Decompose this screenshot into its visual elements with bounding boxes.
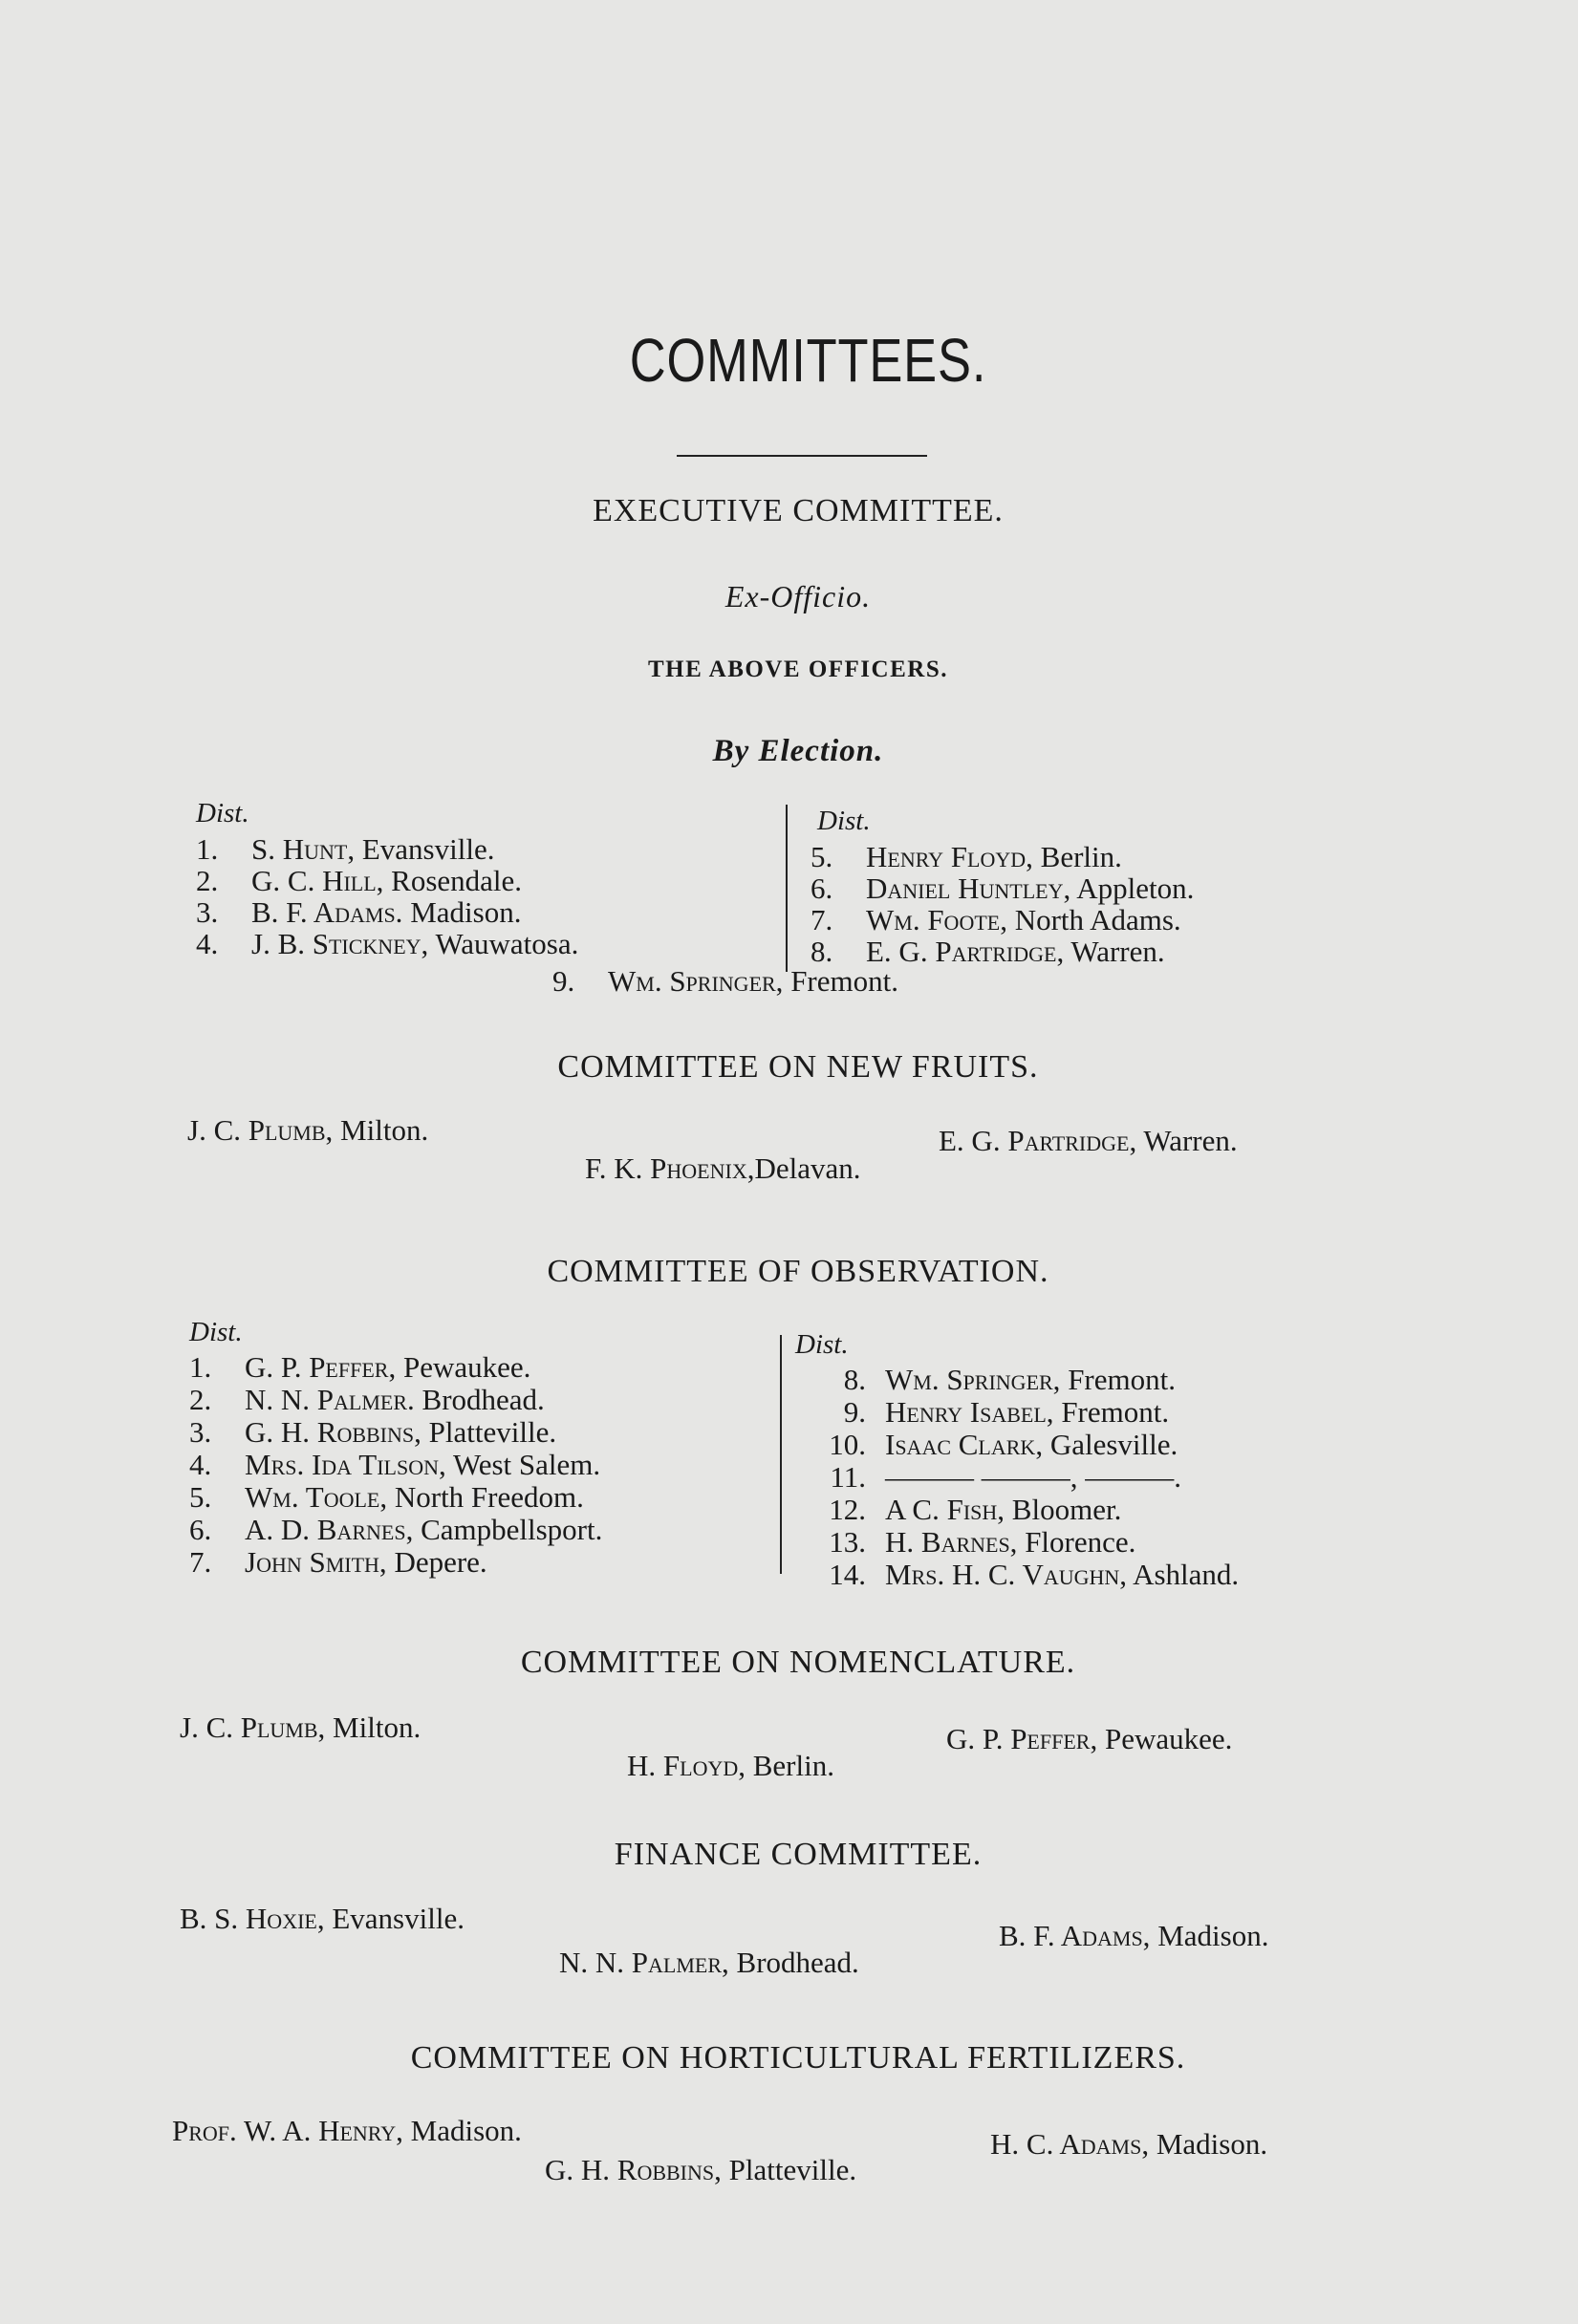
district-number: 12. — [829, 1493, 866, 1526]
member-place: Rosendale. — [391, 864, 523, 897]
nomenclature-center-entry — [627, 1749, 834, 1783]
member-place: Pewaukee. — [1104, 1722, 1233, 1755]
district-number: 6. — [811, 872, 833, 905]
member-place: Delavan. — [754, 1151, 861, 1185]
member-name: Mrs. Ida Tilson, — [245, 1448, 446, 1481]
member-place: Galesville. — [1049, 1428, 1178, 1461]
observation-column-divider — [780, 1335, 782, 1574]
above-officers-label: THE ABOVE OFFICERS. — [648, 656, 948, 682]
list-item — [196, 896, 578, 928]
list-item — [189, 1416, 602, 1449]
observation-heading: COMMITTEE OF OBSERVATION. — [547, 1254, 1049, 1289]
member-place: ———. — [1085, 1460, 1181, 1494]
list-item — [196, 865, 578, 896]
member-place: Fremont. — [790, 964, 898, 998]
list-item — [784, 1494, 1239, 1526]
member-place: Campbellsport. — [421, 1513, 603, 1546]
fertilizers-heading: COMMITTEE ON HORTICULTURAL FERTILIZERS. — [410, 2040, 1186, 2076]
member-place: Florence. — [1025, 1525, 1136, 1559]
member-place: Madison. — [1156, 2127, 1268, 2161]
fertilizers-center-entry — [545, 2153, 856, 2187]
member-place: Berlin. — [752, 1749, 834, 1782]
member-name: G. H. Robbins, — [245, 1415, 422, 1449]
member-place: Platteville. — [428, 1415, 557, 1449]
member-place: Milton. — [333, 1711, 422, 1744]
member-name: B. S. Hoxie, — [180, 1902, 325, 1935]
member-place: Fremont. — [1061, 1395, 1170, 1429]
list-item — [189, 1546, 602, 1579]
executive-left-list — [196, 833, 578, 959]
observation-left-list — [189, 1351, 602, 1579]
member-name: J. C. Plumb, — [180, 1711, 326, 1744]
member-place: Evansville. — [332, 1902, 465, 1935]
executive-column-divider — [786, 805, 788, 972]
district-number: 14. — [829, 1558, 866, 1591]
list-item — [784, 1396, 1239, 1429]
district-number: 13. — [829, 1525, 866, 1559]
member-name: H. Barnes, — [885, 1525, 1018, 1559]
member-place: West Salem. — [452, 1448, 601, 1481]
member-place: Milton. — [340, 1113, 429, 1147]
member-place: North Freedom. — [394, 1480, 584, 1514]
ex-officio-label: Ex-Officio. — [724, 579, 872, 613]
observation-right-list — [784, 1364, 1239, 1591]
member-name: Daniel Huntley, — [866, 872, 1071, 905]
member-name: G. P. Peffer, — [946, 1722, 1098, 1755]
district-number: 4. — [196, 927, 219, 960]
district-number: 11. — [830, 1460, 866, 1494]
member-place: Appleton. — [1076, 872, 1195, 905]
new-fruits-center-entry — [585, 1151, 860, 1186]
nomenclature-right-entry — [946, 1722, 1232, 1756]
district-number: 7. — [811, 903, 833, 936]
list-item — [189, 1351, 602, 1384]
observation-left-dist-label: Dist. — [189, 1317, 243, 1347]
member-place: Wauwatosa. — [435, 927, 579, 960]
member-name: Wm. Springer, — [608, 964, 784, 998]
member-name: A. D. Barnes, — [245, 1513, 414, 1546]
member-place: Warren. — [1143, 1124, 1238, 1157]
member-name: Wm. Toole, — [245, 1480, 388, 1514]
member-name: S. Hunt, — [251, 832, 356, 866]
district-number: 3. — [196, 895, 219, 929]
member-place: Brodhead. — [422, 1383, 545, 1416]
district-number: 10. — [829, 1428, 866, 1461]
executive-right-list — [811, 841, 1194, 967]
member-name: Prof. W. A. Henry, — [172, 2114, 403, 2147]
district-number: 9. — [843, 1395, 866, 1429]
district-number: 1. — [189, 1350, 212, 1384]
district-number: 8. — [811, 935, 833, 968]
member-name: J. C. Plumb, — [187, 1113, 334, 1147]
member-place: Bloomer. — [1011, 1493, 1122, 1526]
member-name: ——— ———, — [885, 1460, 1078, 1494]
member-name: E. G. Partridge, — [939, 1124, 1137, 1157]
member-name: G. P. Peffer, — [245, 1350, 397, 1384]
member-name: J. B. Stickney, — [251, 927, 429, 960]
member-name: Henry Floyd, — [866, 840, 1033, 873]
list-item — [189, 1384, 602, 1416]
member-name: Wm. Foote, — [866, 903, 1007, 936]
member-name: N. N. Palmer, — [559, 1946, 729, 1979]
member-place: Fremont. — [1068, 1363, 1176, 1396]
district-number: 3. — [189, 1415, 212, 1449]
member-name: Isaac Clark, — [885, 1428, 1044, 1461]
member-place: Madison. — [1157, 1919, 1269, 1952]
member-place: Berlin. — [1040, 840, 1122, 873]
finance-right-entry — [999, 1919, 1268, 1953]
member-place: Ashland. — [1133, 1558, 1240, 1591]
executive-right-dist-label: Dist. — [817, 806, 871, 836]
page-title: COMMITTEES. — [629, 326, 987, 395]
list-item — [811, 841, 1194, 872]
member-name: G. H. Robbins, — [545, 2153, 722, 2186]
district-number: 5. — [189, 1480, 212, 1514]
district-number: 8. — [843, 1363, 866, 1396]
observation-right-dist-label: Dist. — [795, 1329, 849, 1360]
member-name: E. G. Partridge, — [866, 935, 1065, 968]
member-name: Wm. Springer, — [885, 1363, 1061, 1396]
list-item — [189, 1449, 602, 1481]
member-place: Brodhead. — [736, 1946, 859, 1979]
finance-center-entry — [559, 1946, 859, 1980]
finance-heading: FINANCE COMMITTEE. — [614, 1837, 983, 1872]
member-place: Madison. — [410, 895, 522, 929]
list-item — [784, 1461, 1239, 1494]
list-item — [196, 833, 578, 865]
fertilizers-right-entry — [990, 2127, 1267, 2162]
list-item — [784, 1526, 1239, 1559]
executive-left-dist-label: Dist. — [196, 798, 249, 828]
list-item — [811, 936, 1194, 967]
district-number: 1. — [196, 832, 219, 866]
district-number: 2. — [189, 1383, 212, 1416]
district-number: 4. — [189, 1448, 212, 1481]
fertilizers-left-entry — [172, 2114, 522, 2148]
member-name: B. F. Adams. — [251, 895, 403, 929]
executive-center-entry — [552, 965, 898, 997]
member-name: B. F. Adams, — [999, 1919, 1151, 1952]
member-name: John Smith, — [245, 1545, 387, 1579]
list-item — [784, 1429, 1239, 1461]
member-place: Madison. — [410, 2114, 522, 2147]
list-item — [784, 1364, 1239, 1396]
member-name: Henry Isabel, — [885, 1395, 1054, 1429]
member-place: Depere. — [394, 1545, 487, 1579]
nomenclature-left-entry — [180, 1711, 421, 1745]
member-name: G. C. Hill, — [251, 864, 384, 897]
member-name: N. N. Palmer. — [245, 1383, 415, 1416]
member-name: H. C. Adams, — [990, 2127, 1150, 2161]
member-place: Platteville. — [728, 2153, 857, 2186]
district-number: 5. — [811, 840, 833, 873]
member-place: North Adams. — [1014, 903, 1181, 936]
executive-heading: EXECUTIVE COMMITTEE. — [593, 493, 1004, 528]
new-fruits-heading: COMMITTEE ON NEW FRUITS. — [557, 1049, 1039, 1085]
list-item — [784, 1559, 1239, 1591]
new-fruits-right-entry — [939, 1124, 1238, 1158]
district-number: 6. — [189, 1513, 212, 1546]
member-name: A C. Fish, — [885, 1493, 1005, 1526]
member-name: H. Floyd, — [627, 1749, 746, 1782]
member-place: Pewaukee. — [402, 1350, 531, 1384]
list-item — [811, 904, 1194, 936]
district-number: 2. — [196, 864, 219, 897]
member-place: Evansville. — [361, 832, 495, 866]
nomenclature-heading: COMMITTEE ON NOMENCLATURE. — [520, 1645, 1076, 1680]
list-item — [811, 872, 1194, 904]
list-item — [196, 928, 578, 959]
member-name: F. K. Phoenix, — [585, 1151, 755, 1185]
district-number: 9. — [552, 964, 575, 998]
by-election-label: By Election. — [712, 734, 884, 768]
title-rule — [677, 455, 927, 457]
finance-left-entry — [180, 1902, 465, 1936]
new-fruits-left-entry — [187, 1113, 428, 1148]
list-item — [189, 1514, 602, 1546]
list-item — [189, 1481, 602, 1514]
member-place: Warren. — [1070, 935, 1165, 968]
district-number: 7. — [189, 1545, 212, 1579]
member-name: Mrs. H. C. Vaughn, — [885, 1558, 1128, 1591]
